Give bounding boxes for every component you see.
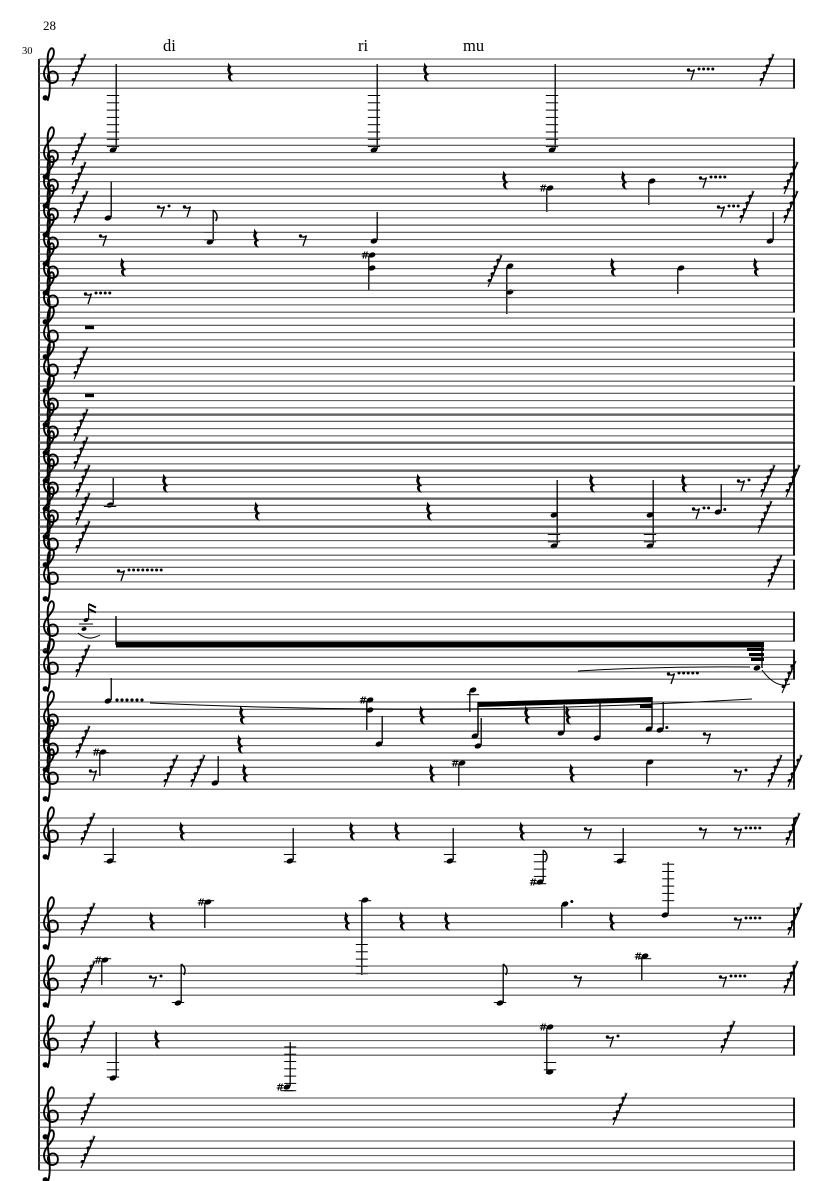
- treble-clef-icon: [44, 955, 58, 1007]
- quarter-rest-icon: [149, 912, 155, 931]
- sharp-icon: #: [634, 951, 643, 963]
- eighth-rest-icon: [119, 571, 125, 582]
- eighth-rest-icon: [608, 1037, 614, 1048]
- staff-22: [39, 807, 800, 888]
- quarter-rest-icon: [589, 474, 595, 493]
- quarter-rest-icon: [253, 229, 259, 248]
- treble-clef-icon: [44, 243, 58, 295]
- quarter-rest-icon: [569, 764, 575, 783]
- sharp-icon: #: [92, 747, 101, 759]
- staff-27: [39, 1130, 795, 1181]
- eighth-rest-icon: [151, 977, 157, 988]
- treble-clef-icon: [44, 431, 58, 483]
- quarter-rest-icon: [419, 706, 425, 725]
- quarter-rest-icon: [609, 912, 615, 931]
- treble-clef-icon: [44, 487, 58, 539]
- staff-5: [39, 212, 795, 266]
- quarter-rest-icon: [399, 912, 405, 931]
- beam-stub: [751, 658, 764, 661]
- sharp-icon: #: [539, 1022, 548, 1034]
- quarter-rest-icon: [502, 171, 508, 190]
- staff-16: [39, 549, 795, 601]
- quarter-rest-icon: [239, 706, 245, 725]
- quarter-rest-icon: [610, 258, 616, 277]
- eighth-rest-icon: [586, 829, 592, 840]
- quarter-rest-icon: [237, 735, 243, 754]
- eighth-rest-icon: [576, 977, 582, 988]
- staff-6: [39, 243, 795, 314]
- staff-10: [39, 375, 795, 427]
- annotations: [22, 18, 484, 57]
- notation-layer: [39, 48, 802, 1181]
- quarter-rest-icon: [349, 822, 355, 841]
- staff-4: [39, 182, 798, 245]
- quarter-rest-icon: [565, 706, 571, 725]
- quarter-rest-icon: [681, 474, 687, 493]
- eighth-rest-icon: [301, 236, 307, 247]
- treble-clef-icon: [44, 549, 58, 601]
- beam-stub: [749, 653, 764, 656]
- eighth-rest-icon: [721, 977, 727, 988]
- treble-clef-icon: [44, 127, 58, 179]
- tie-icon: [578, 667, 750, 671]
- treble-clef-icon: [44, 214, 58, 266]
- sharp-icon: #: [361, 250, 370, 262]
- eighth-rest-icon: [736, 919, 742, 930]
- sharp-icon: #: [529, 877, 538, 889]
- sharp-icon: #: [94, 955, 103, 967]
- treble-clef-icon: [44, 375, 58, 427]
- eighth-rest-icon: [701, 178, 707, 189]
- treble-clef-icon: [44, 403, 58, 455]
- quarter-rest-icon: [242, 764, 248, 783]
- staff-19: [39, 678, 795, 744]
- sharp-icon: #: [276, 1082, 285, 1094]
- treble-clef-icon: [44, 691, 58, 743]
- eighth-rest-icon: [689, 70, 695, 81]
- staff-20: [39, 702, 795, 773]
- staff-11: [39, 403, 795, 455]
- eighth-rest-icon: [159, 207, 165, 218]
- quarter-rest-icon: [344, 912, 350, 931]
- lyric-syllable: di: [163, 36, 176, 55]
- staff-21: [39, 748, 802, 802]
- quarter-rest-icon: [227, 63, 233, 82]
- quarter-rest-icon: [444, 912, 450, 931]
- treble-clef-icon: [44, 272, 58, 324]
- quarter-rest-icon: [179, 822, 185, 841]
- quarter-rest-icon: [429, 764, 435, 783]
- treble-clef-icon: [44, 156, 58, 208]
- sharp-icon: #: [359, 695, 368, 707]
- treble-clef-icon: [44, 720, 58, 772]
- quarter-rest-icon: [394, 822, 400, 841]
- quarter-rest-icon: [753, 258, 759, 277]
- beam-stub: [747, 648, 764, 651]
- sharp-icon: #: [451, 758, 460, 770]
- quarter-rest-icon: [162, 474, 168, 493]
- beam-stub: [640, 704, 652, 708]
- eighth-rest-icon: [701, 829, 707, 840]
- eighth-rest-icon: [739, 481, 745, 492]
- staff-23: [39, 862, 802, 975]
- staff-25: [39, 1015, 795, 1081]
- eighth-rest-icon: [101, 236, 107, 247]
- staff-24: [39, 952, 798, 1008]
- beam: [116, 642, 764, 648]
- sharp-icon: #: [197, 897, 206, 909]
- eighth-rest-icon: [694, 509, 700, 520]
- lyric-syllable: ri: [358, 36, 369, 55]
- eighth-rest-icon: [719, 207, 725, 218]
- treble-clef-icon: [44, 601, 58, 653]
- whole-rest-icon: [85, 394, 94, 397]
- treble-clef-icon: [44, 749, 58, 801]
- treble-clef-icon: [44, 48, 58, 100]
- staff-13: [39, 459, 800, 511]
- eighth-rest-icon: [736, 771, 742, 782]
- lyric-syllable: mu: [463, 36, 485, 55]
- quarter-rest-icon: [154, 1030, 160, 1049]
- eighth-rest-icon: [185, 207, 191, 218]
- treble-clef-icon: [44, 639, 58, 691]
- eighth-rest-icon: [91, 771, 97, 782]
- staff-14: [39, 480, 795, 549]
- treble-clef-icon: [44, 185, 58, 237]
- quarter-rest-icon: [621, 171, 627, 190]
- treble-clef-icon: [44, 897, 58, 949]
- eighth-rest-icon: [86, 294, 92, 305]
- treble-clef-icon: [44, 807, 58, 859]
- measure-number: 30: [22, 46, 33, 57]
- eighth-rest-icon: [736, 829, 742, 840]
- treble-clef-icon: [44, 459, 58, 511]
- staff-26: [39, 1042, 795, 1140]
- quarter-rest-icon: [423, 63, 429, 82]
- quarter-rest-icon: [416, 474, 422, 493]
- sharp-icon: #: [539, 183, 548, 195]
- quarter-rest-icon: [426, 502, 432, 521]
- quarter-rest-icon: [519, 822, 525, 841]
- quarter-rest-icon: [120, 258, 126, 277]
- staff-2: [39, 127, 795, 179]
- measure-number: 28: [43, 18, 56, 33]
- staff-7: [39, 272, 795, 324]
- whole-rest-icon: [85, 326, 94, 329]
- treble-clef-icon: [44, 1015, 58, 1067]
- quarter-rest-icon: [254, 502, 260, 521]
